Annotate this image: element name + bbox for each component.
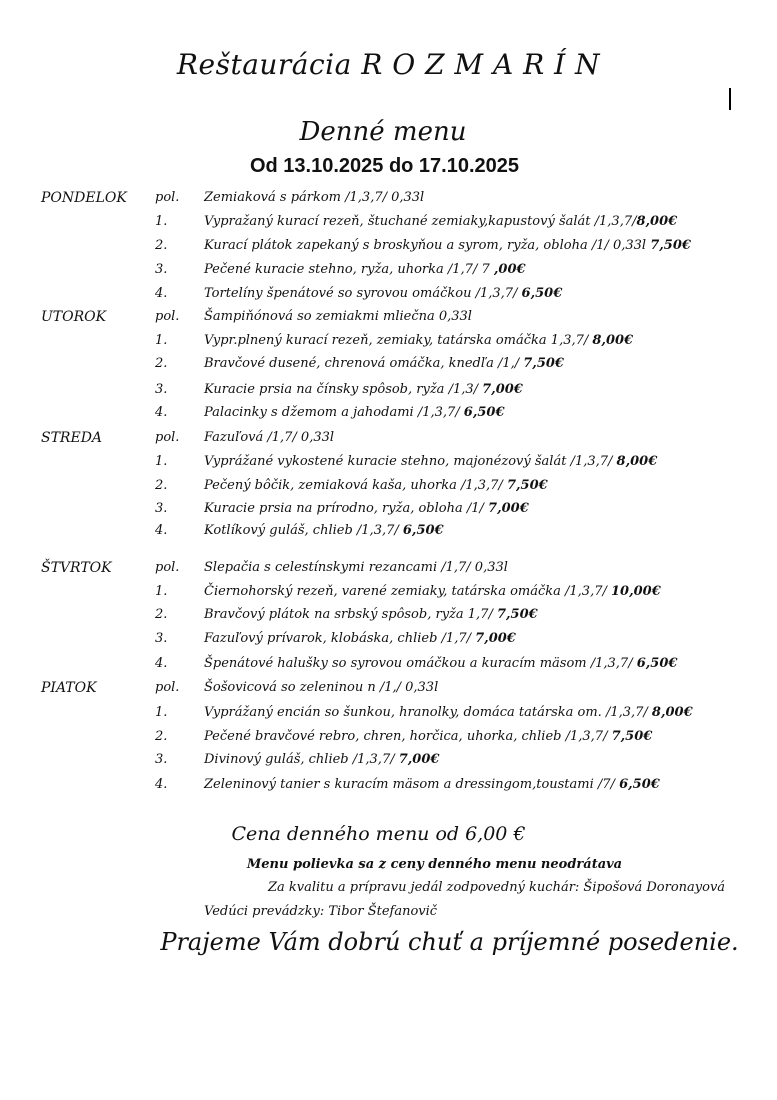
item-number: 2.: [155, 729, 168, 744]
item-price: 8,00€: [592, 333, 634, 348]
item-text: Pečený bôčik, zemiaková kaša, uhorka /1,3,7/ 7,50€: [204, 478, 548, 493]
day-label: ŠTVRTOK: [41, 560, 112, 576]
closing-wish: Prajeme Vám dobrú chuť a príjemné posedenie.: [160, 928, 739, 956]
item-number: pol.: [155, 560, 180, 575]
item-number: 3.: [155, 262, 168, 277]
item-text: Vypr.plnený kurací rezeň, zemiaky, tatárska omáčka 1,3,7/ 8,00€: [204, 333, 634, 348]
item-price: 10,00€: [611, 584, 661, 599]
item-price: 7,50€: [496, 607, 538, 622]
manager-line: Vedúci prevádzky: Tibor Štefanovič: [204, 904, 438, 919]
item-text: Šampiňónová so zemiakmi mliečna 0,33l: [204, 309, 472, 324]
menu-subtitle: Denné menu: [299, 117, 467, 147]
item-text: Bravčové dusené, chrenová omáčka, knedľa /1,/ 7,50€: [204, 356, 564, 371]
item-price: 6,50€: [521, 286, 563, 301]
item-text: Fazuľový prívarok, klobáska, chlieb /1,7/ 7,00€: [204, 631, 516, 646]
item-price: 7,50€: [523, 356, 564, 371]
item-number: 3.: [155, 501, 168, 516]
item-price: 6,50€: [619, 777, 660, 792]
item-text: Tortelíny špenátové so syrovou omáčkou /1,3,7/ 6,50€: [204, 286, 563, 301]
item-text: Fazuľová /1,7/ 0,33l: [204, 430, 335, 445]
item-price: 8,00€: [616, 454, 658, 469]
item-price: 8,00€: [651, 705, 693, 720]
item-number: 2.: [155, 478, 168, 493]
item-number: pol.: [155, 309, 180, 324]
item-text: Pečené kuracie stehno, ryža, uhorka /1,7/ 7 ,00€: [204, 262, 526, 277]
item-number: 2.: [155, 356, 168, 371]
item-price: 7,00€: [475, 631, 516, 646]
item-number: pol.: [155, 430, 180, 445]
menu-price-note: Cena denného menu od 6,00 €: [231, 823, 526, 845]
item-number: 2.: [155, 238, 168, 253]
item-number: 1.: [155, 214, 168, 229]
item-text: Vyprážaný encián so šunkou, hranolky, domáca tatárska om. /1,3,7/ 8,00€: [204, 705, 693, 720]
item-text: Divinový guláš, chlieb /1,3,7/ 7,00€: [204, 752, 440, 767]
item-text: Palacinky s džemom a jahodami /1,3,7/ 6,50€: [204, 405, 505, 420]
item-text: Špenátové halušky so syrovou omáčkou a kuracím mäsom /1,3,7/ 6,50€: [204, 656, 678, 671]
day-label: PIATOK: [41, 680, 97, 696]
item-price: 7,50€: [650, 238, 691, 253]
item-number: 4.: [155, 405, 168, 420]
item-number: 4.: [155, 286, 168, 301]
item-price: ,00€: [493, 262, 526, 277]
item-price: 7,50€: [506, 478, 548, 493]
item-text: Čiernohorský rezeň, varené zemiaky, tatárska omáčka /1,3,7/ 10,00€: [204, 584, 661, 599]
item-number: pol.: [155, 190, 180, 205]
item-text: Kuracie prsia na čínsky spôsob, ryža /1,3/ 7,00€: [204, 382, 523, 397]
item-number: 4.: [155, 656, 168, 671]
chef-line: Za kvalitu a prípravu jedál zodpovedný kuchár: Šipošová Doronayová: [267, 880, 726, 895]
item-text: Kotlíkový guláš, chlieb /1,3,7/ 6,50€: [204, 523, 444, 538]
item-number: 1.: [155, 333, 168, 348]
item-number: 4.: [155, 523, 168, 538]
item-price: 6,50€: [636, 656, 678, 671]
item-number: pol.: [155, 680, 180, 695]
item-text: Vypražaný kurací rezeň, štuchané zemiaky,kapustový šalát /1,3,7/8,00€: [204, 214, 678, 229]
item-number: 3.: [155, 752, 168, 767]
item-text: Slepačia s celestínskymi rezancami /1,7/ 0,33l: [204, 560, 508, 575]
restaurant-title: Reštaurácia R O Z M A R Í N: [176, 48, 601, 81]
day-label: STREDA: [41, 430, 103, 446]
text-cursor: [729, 88, 731, 110]
day-label: UTOROK: [41, 309, 107, 325]
item-price: 7,00€: [488, 501, 529, 516]
item-text: Kuracie prsia na prírodno, ryža, obloha /1/ 7,00€: [204, 501, 529, 516]
item-price: 8,00€: [636, 214, 678, 229]
item-text: Šošovicová so zeleninou n /1,/ 0,33l: [204, 680, 439, 695]
item-text: Zemiaková s párkom /1,3,7/ 0,33l: [204, 190, 425, 205]
day-label: PONDELOK: [41, 190, 127, 206]
item-number: 3.: [155, 382, 168, 397]
item-text: Kurací plátok zapekaný s broskyňou a syrom, ryža, obloha /1/ 0,33l 7,50€: [204, 238, 691, 253]
item-text: Zeleninový tanier s kuracím mäsom a dressingom,toustami /7/ 6,50€: [204, 777, 660, 792]
item-text: Pečené bravčové rebro, chren, horčica, uhorka, chlieb /1,3,7/ 7,50€: [204, 729, 653, 744]
item-text: Vyprážané vykostené kuracie stehno, majonézový šalát /1,3,7/ 8,00€: [204, 454, 658, 469]
item-price: 7,00€: [398, 752, 440, 767]
item-number: 1.: [155, 705, 168, 720]
item-price: 6,50€: [402, 523, 444, 538]
item-number: 2.: [155, 607, 168, 622]
date-range: Od 13.10.2025 do 17.10.2025: [249, 155, 520, 177]
item-number: 1.: [155, 454, 168, 469]
item-number: 4.: [155, 777, 168, 792]
item-number: 3.: [155, 631, 168, 646]
item-price: 7,00€: [482, 382, 523, 397]
soup-disclaimer: Menu polievka sa z ceny denného menu neodrátava: [246, 857, 623, 872]
item-price: 7,50€: [611, 729, 653, 744]
item-price: 6,50€: [463, 405, 505, 420]
item-text: Bravčový plátok na srbský spôsob, ryža 1,7/ 7,50€: [204, 607, 538, 622]
item-number: 1.: [155, 584, 168, 599]
